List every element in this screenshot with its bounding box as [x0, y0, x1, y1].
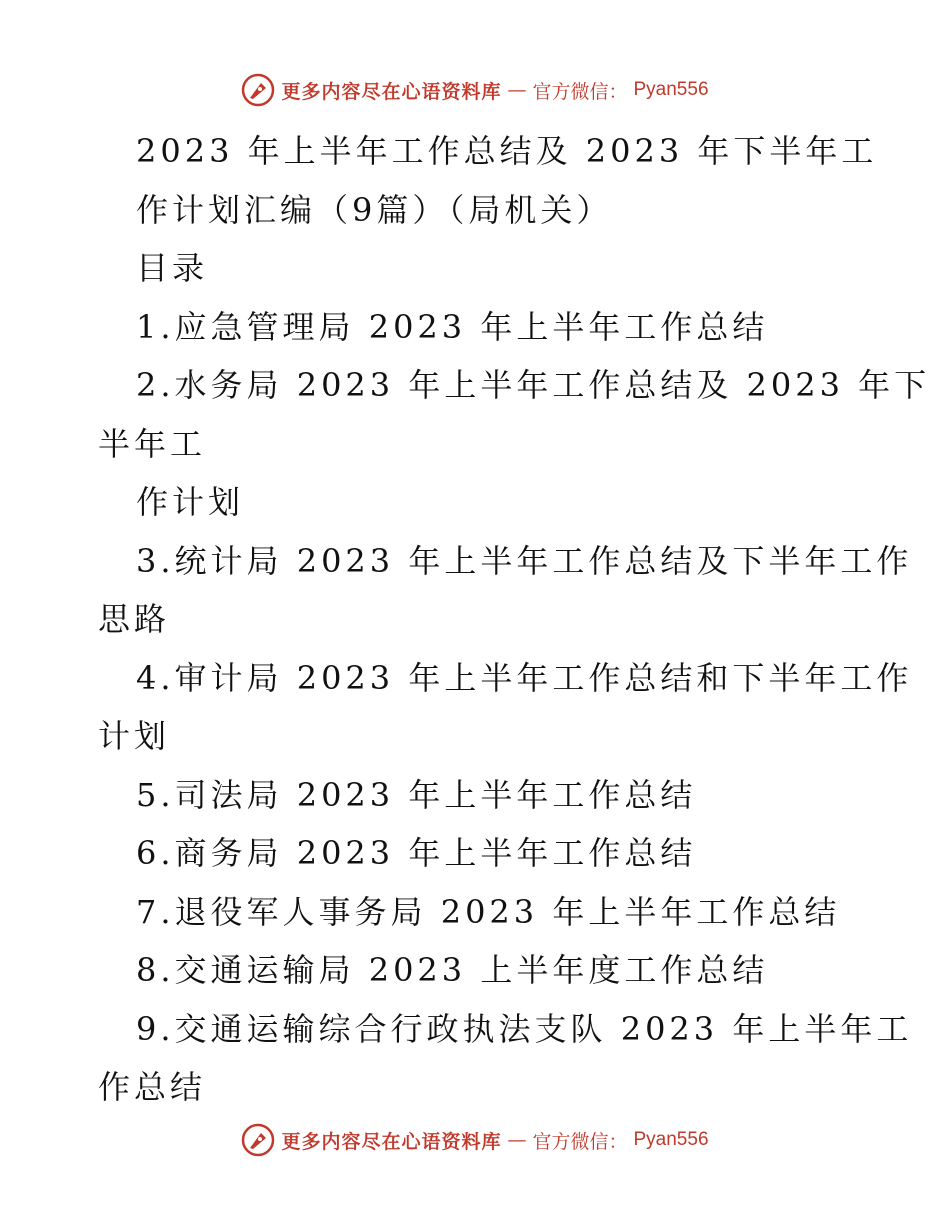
- toc-item-text: 1.应急管理局 2023 年上半年工作总结: [136, 307, 769, 346]
- toc-item-continuation: 半年工: [98, 424, 207, 463]
- pen-nib-logo-icon: [241, 1123, 275, 1157]
- toc-item-text: 5.司法局 2023 年上半年工作总结: [136, 775, 697, 814]
- toc-item-7: [98, 883, 858, 942]
- pen-nib-logo-icon: [241, 73, 275, 107]
- banner-text: 更多内容尽在心语资料库: [281, 1130, 502, 1153]
- banner-separator: —: [507, 1129, 527, 1151]
- document-title-line-2: 作计划汇编（9篇）（局机关）: [136, 190, 613, 229]
- banner-contact-id: Pyan556: [633, 1129, 709, 1150]
- banner-contact-id: Pyan556: [633, 79, 709, 100]
- footer-watermark-banner: [0, 1120, 950, 1160]
- toc-list: [98, 298, 931, 1117]
- toc-item-2: [98, 356, 931, 532]
- document-body: [98, 122, 931, 1117]
- toc-item-8: [98, 941, 858, 1000]
- toc-item-text: 6.商务局 2023 年上半年工作总结: [136, 834, 697, 872]
- toc-item-text: 4.审计局 2023 年上半年工作总结和下半年工作: [136, 658, 913, 697]
- toc-item-continuation: 作总结: [98, 1068, 207, 1106]
- toc-heading: 目录: [136, 249, 209, 287]
- toc-item-text: 3.统计局 2023 年上半年工作总结及下半年工作: [136, 541, 913, 580]
- toc-item-4: [98, 649, 913, 766]
- toc-item-3: [98, 532, 913, 649]
- document-title-line-1: 2023 年上半年工作总结及 2023 年下半年工: [136, 132, 878, 170]
- toc-item-1: [98, 298, 858, 357]
- header-watermark-banner: [0, 70, 950, 110]
- toc-item-text: 7.退役军人事务局 2023 年上半年工作总结: [136, 892, 841, 931]
- toc-item-text: 8.交通运输局 2023 上半年度工作总结: [136, 951, 769, 989]
- toc-item-text: 9.交通运输综合行政执法支队 2023 年上半年工: [136, 1009, 913, 1048]
- toc-item-9: [98, 1000, 913, 1117]
- toc-item-continuation: 计划: [98, 717, 171, 755]
- toc-item-5: [98, 766, 858, 825]
- banner-contact-label: 官方微信：: [532, 80, 628, 103]
- banner-contact-label: 官方微信：: [532, 1130, 628, 1153]
- toc-item-text: 2.水务局 2023 年上半年工作总结及 2023 年下: [136, 366, 931, 404]
- banner-separator: —: [507, 79, 527, 101]
- toc-item-continuation: 作计划: [136, 483, 245, 521]
- toc-item-continuation: 思路: [98, 600, 171, 638]
- banner-text: 更多内容尽在心语资料库: [281, 80, 502, 103]
- toc-item-6: [98, 824, 858, 883]
